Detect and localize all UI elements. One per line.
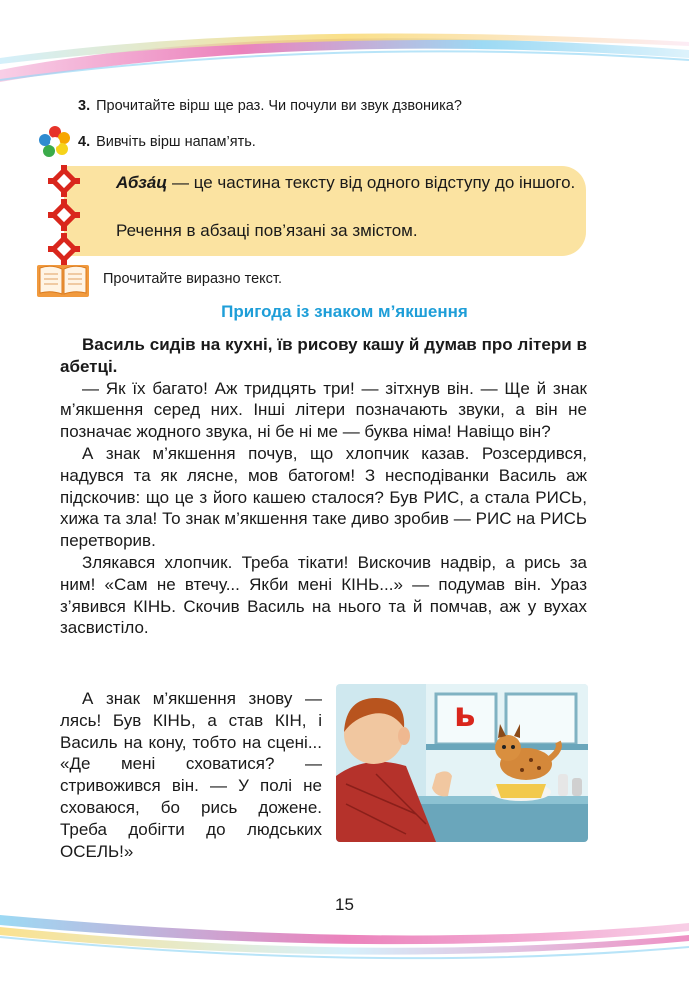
page-number: 15 [335, 895, 354, 914]
rule-term: Абза́ц [116, 173, 168, 192]
rule-box [64, 166, 586, 256]
flower-icon [37, 124, 73, 160]
rule-note: Речення в абзаці пов’язані за змістом. [116, 221, 418, 240]
top-rainbow-swoosh [0, 0, 689, 90]
story-side-text [60, 688, 322, 862]
svg-text:ь: ь [454, 695, 476, 735]
story-paragraph: А знак м’якшення почув, що хлопчик казав. Розсердився, надувся та як лясне, мов батогом! З несподіванки Василь аж підскочив: що це з його кашею сталося? Був РИС, а стала РИСЬ, хижа та зла! То знак м’якшення таке диво зробив — РИС на РИСЬ перетворив. [60, 443, 587, 551]
story-lead: Василь сидів на кухні, їв рисову кашу й думав про літери в абетці. [60, 335, 587, 376]
story-paragraph: — Як їх багато! Аж тридцять три! — зітхнув він. — Ще й знак м’якшення серед них. Інші літери позначають звуки, а він не позначає жодного звука, ні бе ні ме — буква німа! Навіщо він? [60, 378, 587, 442]
story-paragraph: Злякався хлопчик. Треба тікати! Вискочив надвір, а рись за ним! «Сам не втечу... Якби мені КІНЬ...» — подумав він. Ураз з’явився КІНЬ. Скочив Василь на нього та й помчав, аж у вухах засвистіло. [60, 552, 587, 638]
embroidery-ornament-icon [38, 163, 90, 269]
boy-and-lynx-illustration [336, 684, 588, 842]
story-paragraph: А знак м’якшення знову — лясь! Був КІНЬ, а став КІН, і Василь на кону, тобто на сцені... «Де мені сховатися? — стривожився він. — У полі не сховаюся, бо рись дожене. Треба добігти до людських ОСЕЛЬ!» [60, 689, 322, 861]
rule-definition: — це частина тексту від одного відступу до іншого. [167, 173, 576, 192]
task-number: 3. [78, 98, 91, 114]
task-number: 4. [78, 134, 91, 150]
read-instruction: Прочитайте виразно текст. [103, 271, 282, 287]
task-4 [78, 133, 256, 151]
story-title: Пригода із знаком м’якшення [221, 302, 468, 321]
rule-definition-line [116, 172, 586, 194]
story-text [60, 334, 587, 639]
task-3 [78, 97, 462, 115]
open-book-icon [36, 262, 90, 298]
task-text: Вивчіть вірш напам’ять. [96, 134, 256, 150]
soft-sign-letter-icon [454, 695, 476, 735]
task-text: Прочитайте вірш ще раз. Чи почули ви звук дзвоника? [96, 98, 462, 114]
